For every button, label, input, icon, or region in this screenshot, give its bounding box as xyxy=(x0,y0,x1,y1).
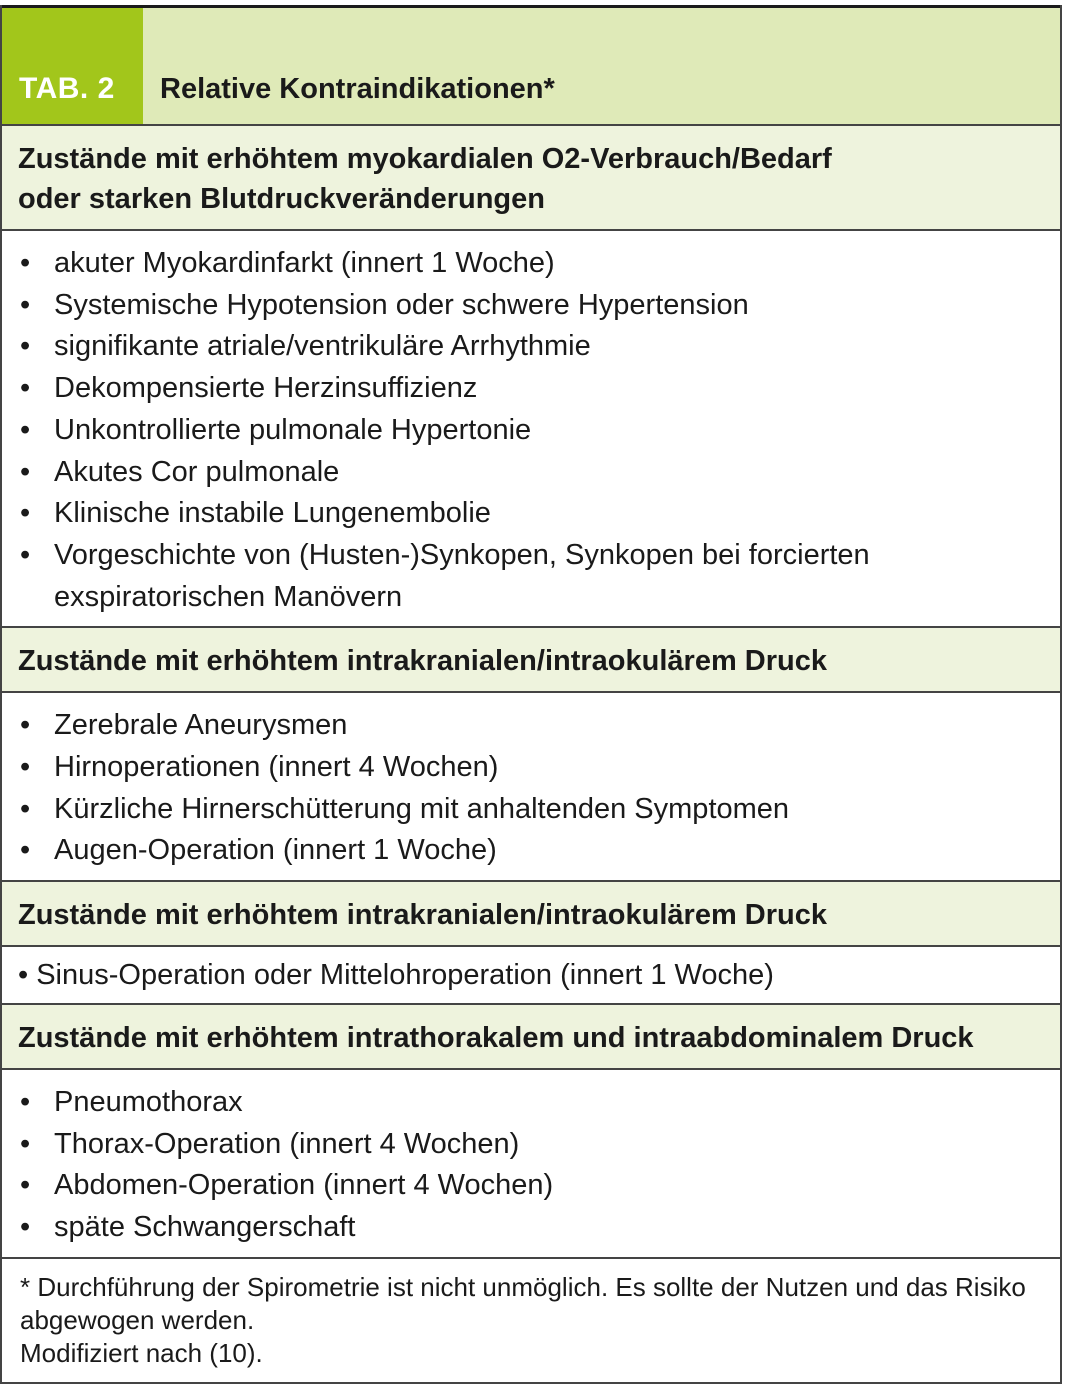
list-item-text: Thorax-Operation (innert 4 Wochen) xyxy=(54,1127,520,1160)
list-item xyxy=(18,1165,1044,1207)
bullet-icon: • xyxy=(20,792,31,825)
bullet-icon: • xyxy=(20,330,31,363)
footnote-source: Modifiziert nach (10). xyxy=(20,1337,263,1368)
list-item-text: Akutes Cor pulmonale xyxy=(54,455,340,488)
section-heading-line: Zustände mit erhöhtem myokardialen O2-Verbrauch/Bedarf xyxy=(18,143,832,175)
list-item xyxy=(18,452,1044,494)
list-item-text: Systemische Hypotension oder schwere Hypertension xyxy=(54,288,749,321)
bullet-icon: • xyxy=(20,455,31,488)
footnote-text: * Durchführung der Spirometrie ist nicht unmöglich. Es sollte der Nutzen und das Risiko abgewogen werden. xyxy=(20,1271,1026,1335)
list-item xyxy=(18,285,1044,327)
list-item-text: akuter Myokardinfarkt (innert 1 Woche) xyxy=(54,247,555,279)
section-heading-intrathoracic: Zustände mit erhöhtem intrathorakalem und intraabdominalem Druck xyxy=(2,1005,1060,1070)
table-number: TAB. 2 xyxy=(2,8,143,124)
bullet-list xyxy=(18,243,1044,618)
list-item-text: Pneumothorax xyxy=(54,1085,243,1118)
section-heading-line: oder starken Blutdruckveränderungen xyxy=(18,183,545,215)
list-item-text: Sinus-Operation oder Mittelohroperation (innert 1 Woche) xyxy=(36,959,774,992)
bullet-icon: • xyxy=(20,247,31,279)
list-item xyxy=(18,1082,1044,1124)
list-item-text: Hirnoperationen (innert 4 Wochen) xyxy=(54,751,499,784)
bullet-icon: • xyxy=(20,497,31,530)
contraindications-table xyxy=(0,5,1062,1384)
list-item-text: Klinische instabile Lungenembolie xyxy=(54,497,491,530)
list-item xyxy=(18,410,1044,452)
list-item-text: signifikante atriale/ventrikuläre Arrhythmie xyxy=(54,330,591,363)
list-item xyxy=(18,1124,1044,1166)
section-body-intrathoracic xyxy=(2,1070,1060,1259)
bullet-icon: • xyxy=(20,538,31,571)
list-item xyxy=(18,243,1044,285)
list-item-text: Augen-Operation (innert 1 Woche) xyxy=(54,834,497,867)
table-title-row xyxy=(2,8,1060,126)
bullet-icon: • xyxy=(20,834,31,867)
list-item xyxy=(18,493,1044,535)
bullet-list xyxy=(18,705,1044,872)
bullet-icon: • xyxy=(20,372,31,405)
bullet-icon: • xyxy=(20,1210,31,1243)
section-heading-intracranial-2: Zustände mit erhöhtem intrakranialen/intraokulärem Druck xyxy=(2,882,1060,947)
list-item-text: Vorgeschichte von (Husten-)Synkopen, Synkopen bei forcierten exspiratorischen Manövern xyxy=(54,538,870,613)
list-item-text: Dekompensierte Herzinsuffizienz xyxy=(54,372,478,405)
bullet-icon: • xyxy=(20,1085,31,1118)
bullet-icon: • xyxy=(20,1169,31,1202)
bullet-icon: • xyxy=(18,959,29,992)
list-item-text: Abdomen-Operation (innert 4 Wochen) xyxy=(54,1169,554,1202)
bullet-icon: • xyxy=(20,709,31,742)
bullet-list xyxy=(18,1082,1044,1249)
section-body-intracranial xyxy=(2,693,1060,882)
list-item xyxy=(18,705,1044,747)
list-item xyxy=(18,830,1044,872)
list-item xyxy=(18,535,1044,618)
list-item xyxy=(18,789,1044,831)
bullet-icon: • xyxy=(20,413,31,446)
section-body-myocardial xyxy=(2,231,1060,628)
bullet-icon: • xyxy=(20,288,31,321)
list-item xyxy=(18,1207,1044,1249)
list-item xyxy=(18,368,1044,410)
bullet-icon: • xyxy=(20,1127,31,1160)
list-item-text: Unkontrollierte pulmonale Hypertonie xyxy=(54,413,532,446)
table-title: Relative Kontraindikationen* xyxy=(143,8,1060,124)
list-item xyxy=(18,747,1044,789)
table-footnote xyxy=(2,1259,1060,1382)
bullet-icon: • xyxy=(20,751,31,784)
section-heading-intracranial: Zustände mit erhöhtem intrakranialen/intraokulärem Druck xyxy=(2,628,1060,693)
section-body-sinus xyxy=(2,947,1060,1005)
list-item-text: späte Schwangerschaft xyxy=(54,1210,356,1243)
section-heading-myocardial xyxy=(2,126,1060,231)
list-item-text: Kürzliche Hirnerschütterung mit anhaltenden Symptomen xyxy=(54,792,790,825)
list-item-text: Zerebrale Aneurysmen xyxy=(54,709,348,742)
list-item xyxy=(18,326,1044,368)
